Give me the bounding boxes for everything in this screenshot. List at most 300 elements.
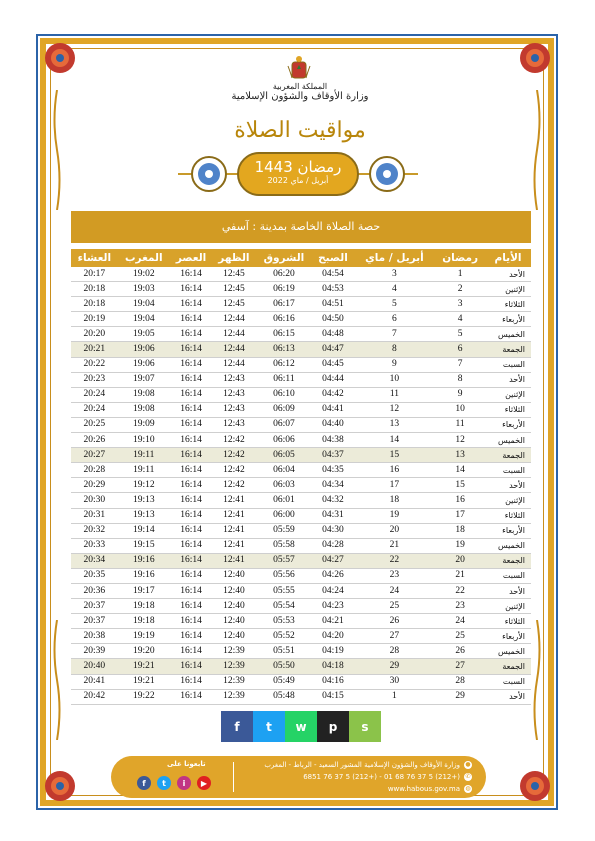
table-cell: 20:32 bbox=[71, 523, 118, 538]
table-cell: 19:06 bbox=[118, 342, 170, 357]
table-cell: 19:15 bbox=[118, 538, 170, 553]
table-cell: 8 bbox=[435, 372, 485, 387]
table-cell: 6 bbox=[435, 342, 485, 357]
day-cell: الإثنين bbox=[485, 599, 531, 614]
table-cell: 28 bbox=[354, 644, 436, 659]
table-cell: 04:32 bbox=[312, 493, 353, 508]
table-cell: 19:08 bbox=[118, 402, 170, 417]
table-cell: 12:44 bbox=[212, 357, 255, 372]
table-cell: 06:19 bbox=[256, 282, 313, 297]
table-cell: 12:39 bbox=[212, 674, 255, 689]
table-cell: 8 bbox=[354, 342, 436, 357]
column-header: الشروق bbox=[256, 249, 313, 267]
city-title-bar: حصة الصلاة الخاصة بمدينة : آسفي bbox=[71, 211, 531, 243]
table-cell: 19:03 bbox=[118, 282, 170, 297]
table-row bbox=[71, 523, 531, 538]
twitter-icon[interactable]: t bbox=[157, 776, 171, 790]
gregorian-label: أبريل / ماي 2022 bbox=[267, 176, 329, 185]
table-cell: 20:33 bbox=[71, 538, 118, 553]
table-cell: 16:14 bbox=[170, 448, 212, 463]
day-cell: السبت bbox=[485, 568, 531, 583]
table-cell: 19:22 bbox=[118, 689, 170, 704]
table-cell: 16 bbox=[435, 493, 485, 508]
table-cell: 16:14 bbox=[170, 312, 212, 327]
table-cell: 16:14 bbox=[170, 583, 212, 598]
table-cell: 16 bbox=[354, 463, 436, 478]
corner-flower-ornament bbox=[41, 39, 79, 77]
table-cell: 20:23 bbox=[71, 372, 118, 387]
table-cell: 16:14 bbox=[170, 614, 212, 629]
table-cell: 12:43 bbox=[212, 387, 255, 402]
table-cell: 19:14 bbox=[118, 523, 170, 538]
table-cell: 19:12 bbox=[118, 478, 170, 493]
day-cell: الجمعة bbox=[485, 448, 531, 463]
table-cell: 19:16 bbox=[118, 553, 170, 568]
table-cell: 20:38 bbox=[71, 629, 118, 644]
table-row bbox=[71, 312, 531, 327]
table-cell: 04:53 bbox=[312, 282, 353, 297]
table-cell: 12:39 bbox=[212, 689, 255, 704]
column-header: رمضان bbox=[435, 249, 485, 267]
table-row bbox=[71, 448, 531, 463]
table-cell: 11 bbox=[354, 387, 436, 402]
table-row bbox=[71, 614, 531, 629]
day-cell: الخميس bbox=[485, 538, 531, 553]
table-cell: 19:11 bbox=[118, 463, 170, 478]
day-cell: الأربعاء bbox=[485, 523, 531, 538]
table-row bbox=[71, 433, 531, 448]
table-cell: 20:35 bbox=[71, 568, 118, 583]
table-cell: 17 bbox=[354, 478, 436, 493]
table-row bbox=[71, 629, 531, 644]
table-cell: 16:14 bbox=[170, 387, 212, 402]
day-cell: السبت bbox=[485, 463, 531, 478]
table-cell: 13 bbox=[435, 448, 485, 463]
table-header-row bbox=[71, 249, 531, 267]
table-cell: 19:08 bbox=[118, 387, 170, 402]
table-cell: 04:16 bbox=[312, 674, 353, 689]
table-cell: 27 bbox=[435, 659, 485, 674]
table-cell: 06:17 bbox=[256, 297, 313, 312]
table-cell: 4 bbox=[354, 282, 436, 297]
table-cell: 20:19 bbox=[71, 312, 118, 327]
table-cell: 12:41 bbox=[212, 538, 255, 553]
table-cell: 04:40 bbox=[312, 417, 353, 432]
table-cell: 12:39 bbox=[212, 644, 255, 659]
table-cell: 16:14 bbox=[170, 493, 212, 508]
table-cell: 20:24 bbox=[71, 402, 118, 417]
table-cell: 19 bbox=[354, 508, 436, 523]
footer-bar bbox=[111, 756, 486, 798]
table-cell: 19:17 bbox=[118, 583, 170, 598]
table-cell: 30 bbox=[354, 674, 436, 689]
table-row bbox=[71, 372, 531, 387]
table-cell: 06:04 bbox=[256, 463, 313, 478]
table-cell: 12:43 bbox=[212, 402, 255, 417]
day-cell: الثلاثاء bbox=[485, 614, 531, 629]
table-cell: 05:59 bbox=[256, 523, 313, 538]
table-cell: 20:18 bbox=[71, 297, 118, 312]
table-cell: 25 bbox=[354, 599, 436, 614]
table-cell: 05:48 bbox=[256, 689, 313, 704]
table-cell: 05:51 bbox=[256, 644, 313, 659]
table-cell: 06:10 bbox=[256, 387, 313, 402]
moroccan-emblem-icon bbox=[284, 54, 314, 84]
table-cell: 12:40 bbox=[212, 568, 255, 583]
table-cell: 20:22 bbox=[71, 357, 118, 372]
table-cell: 19:06 bbox=[118, 357, 170, 372]
day-cell: الخميس bbox=[485, 327, 531, 342]
day-cell: الأحد bbox=[485, 689, 531, 704]
table-row bbox=[71, 508, 531, 523]
table-cell: 06:16 bbox=[256, 312, 313, 327]
table-cell: 12:41 bbox=[212, 553, 255, 568]
whatsapp-icon: w bbox=[295, 719, 307, 734]
table-cell: 19:02 bbox=[118, 267, 170, 282]
table-cell: 19:09 bbox=[118, 417, 170, 432]
table-cell: 12:42 bbox=[212, 478, 255, 493]
table-cell: 12:44 bbox=[212, 312, 255, 327]
table-cell: 25 bbox=[435, 629, 485, 644]
table-row bbox=[71, 417, 531, 432]
table-cell: 04:19 bbox=[312, 644, 353, 659]
facebook-icon[interactable]: f bbox=[137, 776, 151, 790]
table-cell: 12 bbox=[354, 402, 436, 417]
table-cell: 20:29 bbox=[71, 478, 118, 493]
print-icon: p bbox=[328, 719, 338, 734]
table-cell: 7 bbox=[354, 327, 436, 342]
table-cell: 10 bbox=[435, 402, 485, 417]
table-cell: 7 bbox=[435, 357, 485, 372]
table-cell: 04:41 bbox=[312, 402, 353, 417]
table-cell: 18 bbox=[354, 493, 436, 508]
address-text: وزارة الأوقاف والشؤون الإسلامية المشور السعيد - الرباط - المغرب bbox=[264, 761, 460, 769]
table-cell: 04:20 bbox=[312, 629, 353, 644]
day-cell: الثلاثاء bbox=[485, 402, 531, 417]
twitter-share-button[interactable] bbox=[253, 711, 285, 742]
ministry-name bbox=[200, 82, 400, 102]
table-row bbox=[71, 357, 531, 372]
table-cell: 12:43 bbox=[212, 372, 255, 387]
side-scroll-ornament bbox=[532, 90, 542, 210]
table-cell: 20:39 bbox=[71, 644, 118, 659]
table-cell: 15 bbox=[354, 448, 436, 463]
table-cell: 20:30 bbox=[71, 493, 118, 508]
table-cell: 04:28 bbox=[312, 538, 353, 553]
day-cell: الإثنين bbox=[485, 282, 531, 297]
table-cell: 05:58 bbox=[256, 538, 313, 553]
day-cell: الأربعاء bbox=[485, 417, 531, 432]
table-cell: 12:41 bbox=[212, 508, 255, 523]
table-cell: 12:40 bbox=[212, 614, 255, 629]
table-cell: 6 bbox=[354, 312, 436, 327]
table-cell: 16:14 bbox=[170, 372, 212, 387]
table-cell: 19:10 bbox=[118, 433, 170, 448]
table-row bbox=[71, 267, 531, 282]
table-cell: 2 bbox=[435, 282, 485, 297]
table-cell: 12:44 bbox=[212, 327, 255, 342]
table-cell: 04:23 bbox=[312, 599, 353, 614]
table-cell: 20:28 bbox=[71, 463, 118, 478]
table-cell: 19:11 bbox=[118, 448, 170, 463]
table-cell: 04:31 bbox=[312, 508, 353, 523]
table-cell: 16:14 bbox=[170, 523, 212, 538]
table-cell: 06:01 bbox=[256, 493, 313, 508]
column-header: الأيام bbox=[485, 249, 531, 267]
table-cell: 16:14 bbox=[170, 644, 212, 659]
table-cell: 06:13 bbox=[256, 342, 313, 357]
table-cell: 16:14 bbox=[170, 689, 212, 704]
table-cell: 16:14 bbox=[170, 659, 212, 674]
table-row bbox=[71, 402, 531, 417]
table-body bbox=[71, 267, 531, 704]
table-cell: 04:30 bbox=[312, 523, 353, 538]
column-header: الظهر bbox=[212, 249, 255, 267]
day-cell: الأحد bbox=[485, 267, 531, 282]
column-header: العصر bbox=[170, 249, 212, 267]
table-cell: 12:43 bbox=[212, 417, 255, 432]
table-cell: 04:38 bbox=[312, 433, 353, 448]
table-cell: 19:16 bbox=[118, 568, 170, 583]
table-cell: 04:44 bbox=[312, 372, 353, 387]
day-cell: السبت bbox=[485, 357, 531, 372]
table-cell: 05:52 bbox=[256, 629, 313, 644]
rosette-ornament bbox=[368, 155, 406, 193]
table-cell: 20:36 bbox=[71, 583, 118, 598]
table-cell: 16:14 bbox=[170, 674, 212, 689]
share-toolbar bbox=[221, 711, 381, 742]
table-cell: 12:44 bbox=[212, 342, 255, 357]
table-cell: 12:39 bbox=[212, 659, 255, 674]
column-header: الصبح bbox=[312, 249, 353, 267]
table-cell: 5 bbox=[354, 297, 436, 312]
table-row bbox=[71, 493, 531, 508]
kingdom-label: المملكة المغربية bbox=[272, 82, 328, 91]
ramadan-label: رمضان 1443 bbox=[254, 158, 342, 176]
table-cell: 26 bbox=[435, 644, 485, 659]
table-cell: 19:07 bbox=[118, 372, 170, 387]
table-row bbox=[71, 674, 531, 689]
table-row bbox=[71, 568, 531, 583]
twitter-icon: t bbox=[266, 719, 272, 734]
table-cell: 19:13 bbox=[118, 493, 170, 508]
table-cell: 18 bbox=[435, 523, 485, 538]
footer-address bbox=[264, 761, 472, 769]
table-cell: 04:18 bbox=[312, 659, 353, 674]
table-cell: 19:18 bbox=[118, 614, 170, 629]
table-cell: 19 bbox=[435, 538, 485, 553]
social-links bbox=[137, 776, 211, 790]
table-cell: 05:50 bbox=[256, 659, 313, 674]
table-cell: 06:09 bbox=[256, 402, 313, 417]
table-row bbox=[71, 689, 531, 704]
table-cell: 16:14 bbox=[170, 478, 212, 493]
table-cell: 04:24 bbox=[312, 583, 353, 598]
table-cell: 12:45 bbox=[212, 282, 255, 297]
table-cell: 06:00 bbox=[256, 508, 313, 523]
side-scroll-ornament bbox=[532, 620, 542, 740]
table-cell: 16:14 bbox=[170, 599, 212, 614]
table-cell: 20:17 bbox=[71, 267, 118, 282]
table-cell: 20:40 bbox=[71, 659, 118, 674]
table-cell: 12:40 bbox=[212, 599, 255, 614]
day-cell: الأحد bbox=[485, 372, 531, 387]
table-cell: 04:54 bbox=[312, 267, 353, 282]
corner-flower-ornament bbox=[41, 767, 79, 805]
table-cell: 06:20 bbox=[256, 267, 313, 282]
table-cell: 16:14 bbox=[170, 417, 212, 432]
table-cell: 19:21 bbox=[118, 674, 170, 689]
table-cell: 13 bbox=[354, 417, 436, 432]
table-cell: 3 bbox=[435, 297, 485, 312]
table-cell: 20:21 bbox=[71, 342, 118, 357]
table-cell: 19:05 bbox=[118, 327, 170, 342]
day-cell: الأربعاء bbox=[485, 312, 531, 327]
table-cell: 17 bbox=[435, 508, 485, 523]
table-cell: 05:56 bbox=[256, 568, 313, 583]
table-cell: 27 bbox=[354, 629, 436, 644]
table-cell: 05:53 bbox=[256, 614, 313, 629]
table-cell: 20:18 bbox=[71, 282, 118, 297]
table-cell: 29 bbox=[435, 689, 485, 704]
table-cell: 14 bbox=[435, 463, 485, 478]
column-header: أبريل / ماي bbox=[354, 249, 436, 267]
share-button[interactable] bbox=[349, 711, 381, 742]
table-cell: 26 bbox=[354, 614, 436, 629]
column-header: المغرب bbox=[118, 249, 170, 267]
table-cell: 16:14 bbox=[170, 433, 212, 448]
table-cell: 14 bbox=[354, 433, 436, 448]
table-cell: 19:20 bbox=[118, 644, 170, 659]
table-cell: 19:04 bbox=[118, 297, 170, 312]
table-cell: 22 bbox=[435, 583, 485, 598]
corner-flower-ornament bbox=[516, 39, 554, 77]
table-cell: 12:41 bbox=[212, 523, 255, 538]
table-cell: 12:42 bbox=[212, 463, 255, 478]
table-cell: 04:45 bbox=[312, 357, 353, 372]
table-cell: 06:03 bbox=[256, 478, 313, 493]
table-cell: 05:49 bbox=[256, 674, 313, 689]
day-cell: الأحد bbox=[485, 583, 531, 598]
table-cell: 16:14 bbox=[170, 463, 212, 478]
table-cell: 1 bbox=[435, 267, 485, 282]
location-icon: ● bbox=[465, 761, 471, 768]
column-header: العشاء bbox=[71, 249, 118, 267]
table-row bbox=[71, 463, 531, 478]
table-cell: 20:31 bbox=[71, 508, 118, 523]
website-link[interactable]: www.habous.gov.ma bbox=[387, 785, 460, 793]
table-cell: 12:42 bbox=[212, 448, 255, 463]
table-cell: 12:40 bbox=[212, 629, 255, 644]
table-cell: 20 bbox=[354, 523, 436, 538]
table-cell: 20:27 bbox=[71, 448, 118, 463]
ramadan-badge bbox=[237, 152, 359, 196]
footer-divider bbox=[233, 762, 234, 792]
table-cell: 20:26 bbox=[71, 433, 118, 448]
table-cell: 23 bbox=[435, 599, 485, 614]
table-cell: 05:55 bbox=[256, 583, 313, 598]
table-cell: 9 bbox=[435, 387, 485, 402]
table-cell: 04:37 bbox=[312, 448, 353, 463]
table-cell: 06:12 bbox=[256, 357, 313, 372]
facebook-icon: f bbox=[234, 719, 240, 734]
table-cell: 22 bbox=[354, 553, 436, 568]
day-cell: الجمعة bbox=[485, 342, 531, 357]
table-cell: 06:05 bbox=[256, 448, 313, 463]
table-cell: 04:48 bbox=[312, 327, 353, 342]
table-cell: 19:13 bbox=[118, 508, 170, 523]
table-cell: 20:25 bbox=[71, 417, 118, 432]
prayer-times-table bbox=[71, 249, 531, 705]
table-cell: 05:57 bbox=[256, 553, 313, 568]
table-cell: 16:14 bbox=[170, 327, 212, 342]
table-cell: 12:45 bbox=[212, 267, 255, 282]
day-cell: الخميس bbox=[485, 433, 531, 448]
table-cell: 20:37 bbox=[71, 599, 118, 614]
phone-text: (+212) 5 37 76 68 01 - (+212) 5 37 76 6851 bbox=[303, 773, 460, 781]
globe-icon: ◍ bbox=[465, 785, 471, 792]
table-cell: 16:14 bbox=[170, 553, 212, 568]
print-button[interactable] bbox=[317, 711, 349, 742]
day-cell: الأربعاء bbox=[485, 629, 531, 644]
table-cell: 04:15 bbox=[312, 689, 353, 704]
table-cell: 19:19 bbox=[118, 629, 170, 644]
table-cell: 20:20 bbox=[71, 327, 118, 342]
table-cell: 16:14 bbox=[170, 282, 212, 297]
instagram-icon[interactable]: i bbox=[177, 776, 191, 790]
table-cell: 11 bbox=[435, 417, 485, 432]
table-cell: 04:50 bbox=[312, 312, 353, 327]
table-cell: 16:14 bbox=[170, 402, 212, 417]
table-cell: 1 bbox=[354, 689, 436, 704]
table-cell: 10 bbox=[354, 372, 436, 387]
table-cell: 21 bbox=[354, 538, 436, 553]
share-icon: s bbox=[361, 719, 369, 734]
day-cell: الجمعة bbox=[485, 553, 531, 568]
table-cell: 19:18 bbox=[118, 599, 170, 614]
table-cell: 04:42 bbox=[312, 387, 353, 402]
table-cell: 12:42 bbox=[212, 433, 255, 448]
table-cell: 12:41 bbox=[212, 493, 255, 508]
table-row bbox=[71, 644, 531, 659]
follow-us-label: تابعونا على bbox=[167, 760, 206, 768]
facebook-share-button[interactable] bbox=[221, 711, 253, 742]
page-title: مواقيت الصلاة bbox=[234, 118, 366, 143]
table-cell: 16:14 bbox=[170, 297, 212, 312]
table-cell: 9 bbox=[354, 357, 436, 372]
table-cell: 16:14 bbox=[170, 267, 212, 282]
youtube-icon[interactable]: ▶ bbox=[197, 776, 211, 790]
footer-website[interactable] bbox=[388, 785, 472, 793]
table-row bbox=[71, 282, 531, 297]
table-cell: 06:06 bbox=[256, 433, 313, 448]
table-row bbox=[71, 659, 531, 674]
table-cell: 12 bbox=[435, 433, 485, 448]
table-row bbox=[71, 583, 531, 598]
table-row bbox=[71, 387, 531, 402]
day-cell: الثلاثاء bbox=[485, 508, 531, 523]
table-cell: 20:42 bbox=[71, 689, 118, 704]
table-row bbox=[71, 599, 531, 614]
table-cell: 16:14 bbox=[170, 508, 212, 523]
table-row bbox=[71, 342, 531, 357]
whatsapp-share-button[interactable] bbox=[285, 711, 317, 742]
table-cell: 23 bbox=[354, 568, 436, 583]
table-cell: 20:34 bbox=[71, 553, 118, 568]
table-cell: 16:14 bbox=[170, 568, 212, 583]
table-cell: 29 bbox=[354, 659, 436, 674]
table-cell: 04:27 bbox=[312, 553, 353, 568]
